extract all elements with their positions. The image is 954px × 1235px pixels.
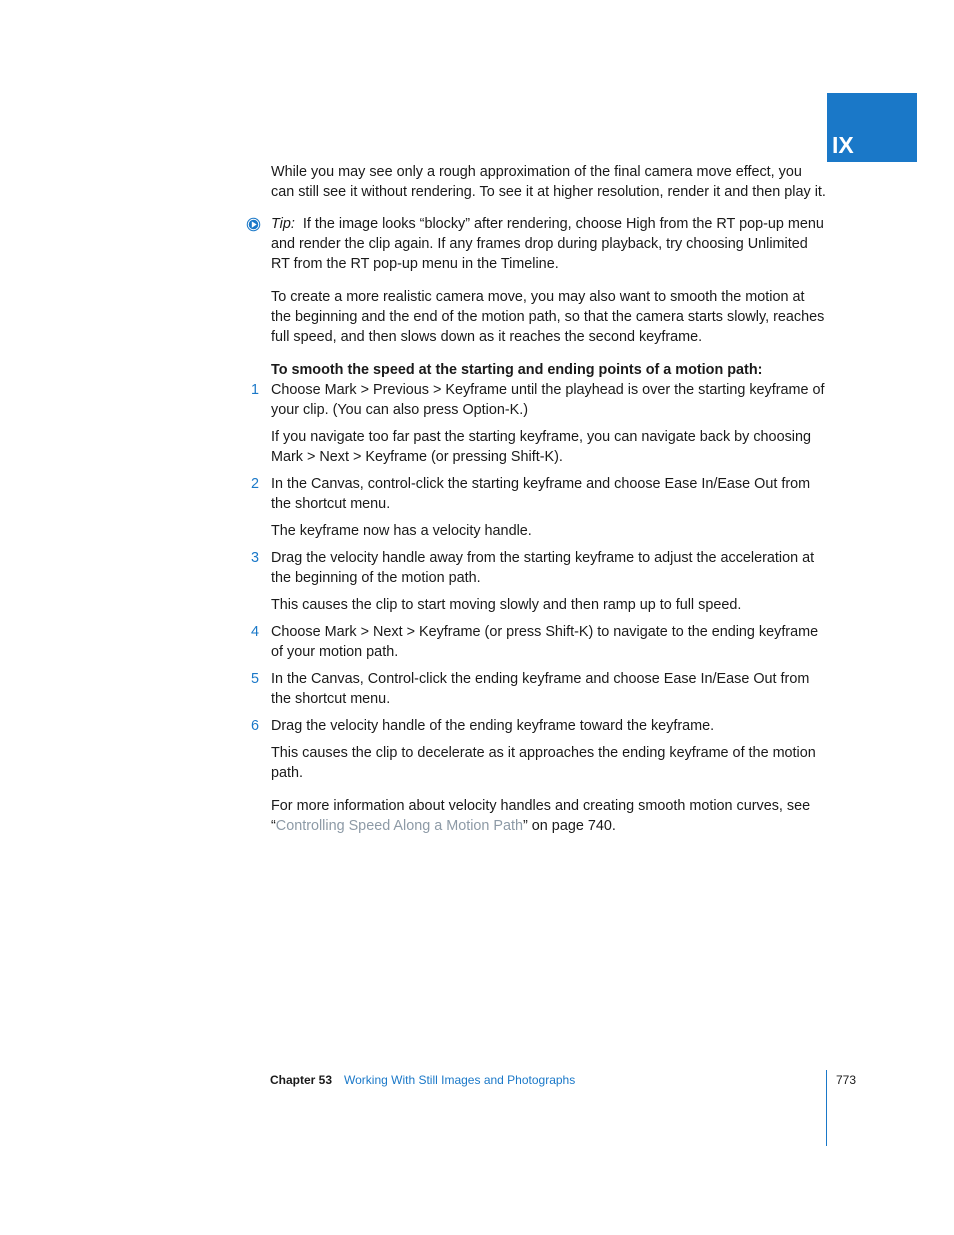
tip-label: Tip: xyxy=(271,216,295,232)
closing-text-after: ” on page 740. xyxy=(523,818,616,834)
intro-paragraph: While you may see only a rough approximation of the final camera move effect, you can still see it without rendering. To see it at higher resolution, render it and then play it. xyxy=(271,164,826,200)
step-item xyxy=(251,716,826,783)
tip-text: If the image looks “blocky” after rendering, choose High from the RT pop-up menu and render the clip again. If any frames drop during playback, try choosing Unlimited RT from the RT pop-up menu in the Timeline. xyxy=(271,216,824,272)
step-note: This causes the clip to start moving slowly and then ramp up to full speed. xyxy=(271,597,742,613)
cross-reference-link[interactable]: Controlling Speed Along a Motion Path xyxy=(275,818,524,834)
tip-arrow-icon xyxy=(246,217,261,232)
step-item xyxy=(251,380,826,467)
step-number: 1 xyxy=(251,382,260,398)
step-number: 6 xyxy=(251,718,260,734)
step-note: This causes the clip to decelerate as it approaches the ending keyframe of the motion path. xyxy=(271,745,816,781)
step-text: In the Canvas, Control-click the ending keyframe and choose Ease In/Ease Out from the shortcut menu. xyxy=(271,671,810,707)
closing-paragraph xyxy=(271,796,826,836)
tip-block xyxy=(271,214,826,274)
step-number: 2 xyxy=(251,476,260,492)
step-number: 3 xyxy=(251,550,260,566)
step-item xyxy=(251,548,826,615)
step-text: Choose Mark > Next > Keyframe (or press Shift-K) to navigate to the ending keyframe of your motion path. xyxy=(271,624,819,660)
closing-text-before: For more information about velocity handles and creating smooth motion curves, see “ xyxy=(271,798,811,834)
step-text: Drag the velocity handle away from the starting keyframe to adjust the acceleration at the beginning of the motion path. xyxy=(271,550,815,586)
step-text: Drag the velocity handle of the ending keyframe toward the keyframe. xyxy=(271,718,715,734)
step-text: In the Canvas, control-click the starting keyframe and choose Ease In/Ease Out from the shortcut menu. xyxy=(271,476,811,512)
step-text: Choose Mark > Previous > Keyframe until the playhead is over the starting keyframe of your clip. (You can also press Option-K.) xyxy=(271,382,825,418)
steps-list xyxy=(251,380,826,783)
step-number: 5 xyxy=(251,671,260,687)
step-item xyxy=(251,474,826,541)
page-content xyxy=(251,162,826,836)
step-note: The keyframe now has a velocity handle. xyxy=(271,523,532,539)
procedure-heading: To smooth the speed at the starting and ending points of a motion path: xyxy=(271,362,763,378)
step-number: 4 xyxy=(251,624,260,640)
footer-chapter-label: Chapter 53 xyxy=(270,1073,333,1087)
step-item xyxy=(251,622,826,662)
footer-chapter-title[interactable]: Working With Still Images and Photographs xyxy=(344,1073,576,1087)
page-number: 773 xyxy=(836,1073,857,1087)
footer-divider xyxy=(826,1070,827,1146)
section-tab: IX xyxy=(827,93,917,162)
step-note: If you navigate too far past the starting keyframe, you can navigate back by choosing Mark > Next > Keyframe (or pressing Shift-K). xyxy=(271,429,811,465)
body-paragraph: To create a more realistic camera move, you may also want to smooth the motion at the beginning and the end of the motion path, so that the camera starts slowly, reaches full speed, and then slows down as it reaches the second keyframe. xyxy=(271,289,825,345)
step-item xyxy=(251,669,826,709)
